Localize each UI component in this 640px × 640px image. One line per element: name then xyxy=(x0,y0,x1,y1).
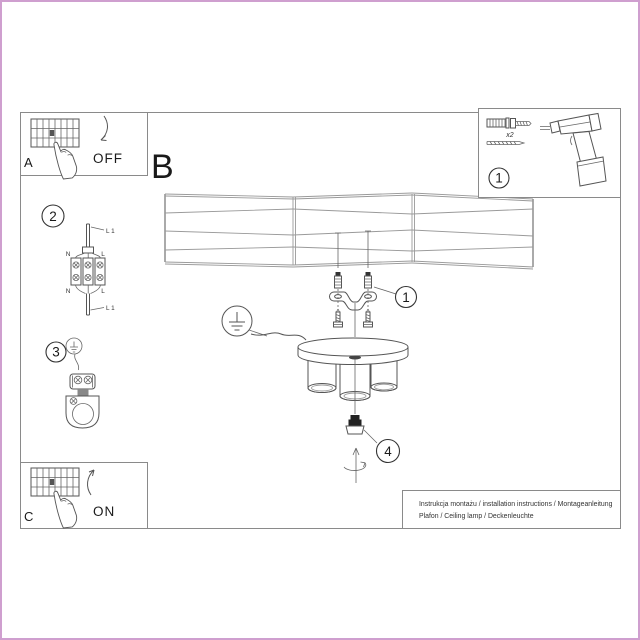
lamp-drawing xyxy=(222,303,408,414)
page-border xyxy=(1,1,639,639)
ground-symbol-icon xyxy=(222,306,252,336)
wall-anchor-icon xyxy=(335,272,342,288)
callout-leader xyxy=(91,308,105,311)
connector-neck xyxy=(78,389,89,396)
ground-step xyxy=(46,338,99,428)
bracket-plate-icon xyxy=(66,396,99,428)
step-b-label: B xyxy=(151,148,174,186)
step-a-label: A xyxy=(24,155,33,170)
socket-hole xyxy=(349,356,361,360)
ground-lead-wire xyxy=(75,354,79,370)
callout-badge-ground xyxy=(46,342,66,362)
screw-icon xyxy=(364,309,373,327)
wire-label-l-top: L xyxy=(101,251,105,258)
cable-clamp xyxy=(83,247,94,253)
wires-top xyxy=(76,253,101,258)
parts-box xyxy=(479,109,621,198)
wire-label-l1-top: L 1 xyxy=(106,228,115,235)
wire-label-l1-bottom: L 1 xyxy=(106,305,115,312)
mounting-bracket-icon xyxy=(330,292,377,310)
on-label: ON xyxy=(93,504,116,519)
svg-text:1: 1 xyxy=(495,170,503,186)
svg-text:3: 3 xyxy=(52,344,60,360)
callout-leader xyxy=(374,287,396,294)
callout-leader xyxy=(364,430,377,443)
canopy-plate xyxy=(298,338,408,365)
terminal-connector-icon xyxy=(70,374,95,389)
wiring-diagram xyxy=(42,205,115,315)
wall-plug-icon xyxy=(487,118,509,128)
footer-line1: Instrukcja montażu / installation instructions / Montageanleitung xyxy=(419,501,613,508)
footer-box xyxy=(403,491,621,529)
wires-bottom xyxy=(76,285,101,294)
footer-line2: Plafon / Ceiling lamp / Deckenleuchte xyxy=(419,513,534,520)
svg-text:4: 4 xyxy=(384,444,392,459)
callout-leader xyxy=(91,227,104,230)
ceiling-drawing xyxy=(165,193,533,269)
bulb-step xyxy=(344,415,400,483)
rotate-arrow-icon xyxy=(344,448,366,483)
screw-icon xyxy=(334,309,343,327)
step-c-box xyxy=(21,463,148,529)
callout-badge-parts xyxy=(489,168,509,188)
wire-label-n-bottom: N xyxy=(65,288,71,295)
terminal-block-icon xyxy=(71,258,105,285)
callout-badge-wiring xyxy=(42,205,64,227)
svg-text:1: 1 xyxy=(402,289,410,305)
wire-label-n-top: N xyxy=(65,251,71,258)
callout-badge-mount xyxy=(396,287,417,308)
wire-label-l-bottom: L xyxy=(101,288,105,295)
lamp-cable xyxy=(87,294,90,316)
ground-wire xyxy=(251,333,306,340)
wall-anchor-icon xyxy=(365,272,372,288)
anchor-qty-label: x2 xyxy=(506,132,514,139)
step-a-box xyxy=(21,113,148,180)
step-c-label: C xyxy=(24,509,34,524)
supply-cable xyxy=(87,224,90,247)
bulb-icon xyxy=(346,415,364,434)
mounting-assembly xyxy=(330,231,417,327)
svg-text:2: 2 xyxy=(49,209,57,224)
callout-badge-bulb xyxy=(377,440,400,463)
off-label: OFF xyxy=(93,151,123,166)
ground-symbol-icon xyxy=(66,338,82,354)
